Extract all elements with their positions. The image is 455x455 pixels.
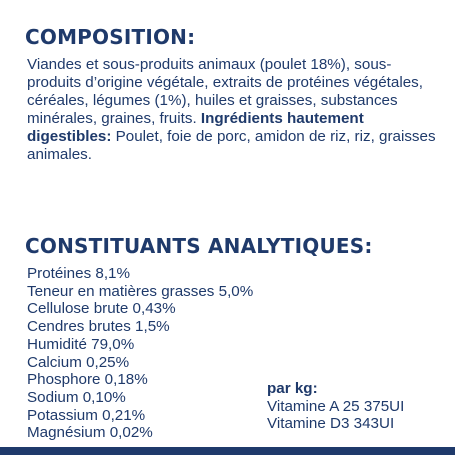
per-kg-vitamin-d3: Vitamine D3 343UI	[267, 415, 395, 433]
composition-heading: COMPOSITION:	[25, 25, 196, 49]
analytic-constituents-list	[27, 265, 253, 442]
analytic-item-sodium: Sodium 0,10%	[27, 388, 126, 406]
digestible-ingredients-text: Poulet, foie de porc, amidon de riz, riz, graisses animales.	[27, 128, 436, 163]
per-kg-vitamin-a: Vitamine A 25 375UI	[267, 397, 405, 415]
analytic-item-calcium: Calcium 0,25%	[27, 353, 130, 371]
analytic-item-fibre: Cellulose brute 0,43%	[27, 300, 176, 318]
analytic-item-magnesium: Magnésium 0,02%	[27, 424, 153, 442]
analytic-item-ash: Cendres brutes 1,5%	[27, 318, 170, 336]
composition-text: Viandes et sous-produits animaux (poulet 18%), sous-produits d’origine végétale, extraits de protéines végétales, céréales, légumes (1%), huiles et graisses, substances minérales, graines, fruits.	[27, 56, 423, 127]
analytic-item-fat: Teneur en matières grasses 5,0%	[27, 282, 254, 300]
digestible-ingredients-label: Ingrédients hautement digestibles:	[27, 110, 364, 145]
analytic-item-moisture: Humidité 79,0%	[27, 335, 135, 353]
analytic-item-phosphorus: Phosphore 0,18%	[27, 371, 148, 389]
bottom-bar	[0, 447, 455, 455]
analytic-item-potassium: Potassium 0,21%	[27, 406, 146, 424]
composition-text-block	[27, 56, 437, 164]
per-kg-title: par kg:	[267, 380, 318, 397]
analytic-constituents-heading: CONSTITUANTS ANALYTIQUES:	[25, 234, 373, 258]
analytic-item-protein: Protéines 8,1%	[27, 265, 130, 282]
per-kg-block	[267, 380, 404, 433]
